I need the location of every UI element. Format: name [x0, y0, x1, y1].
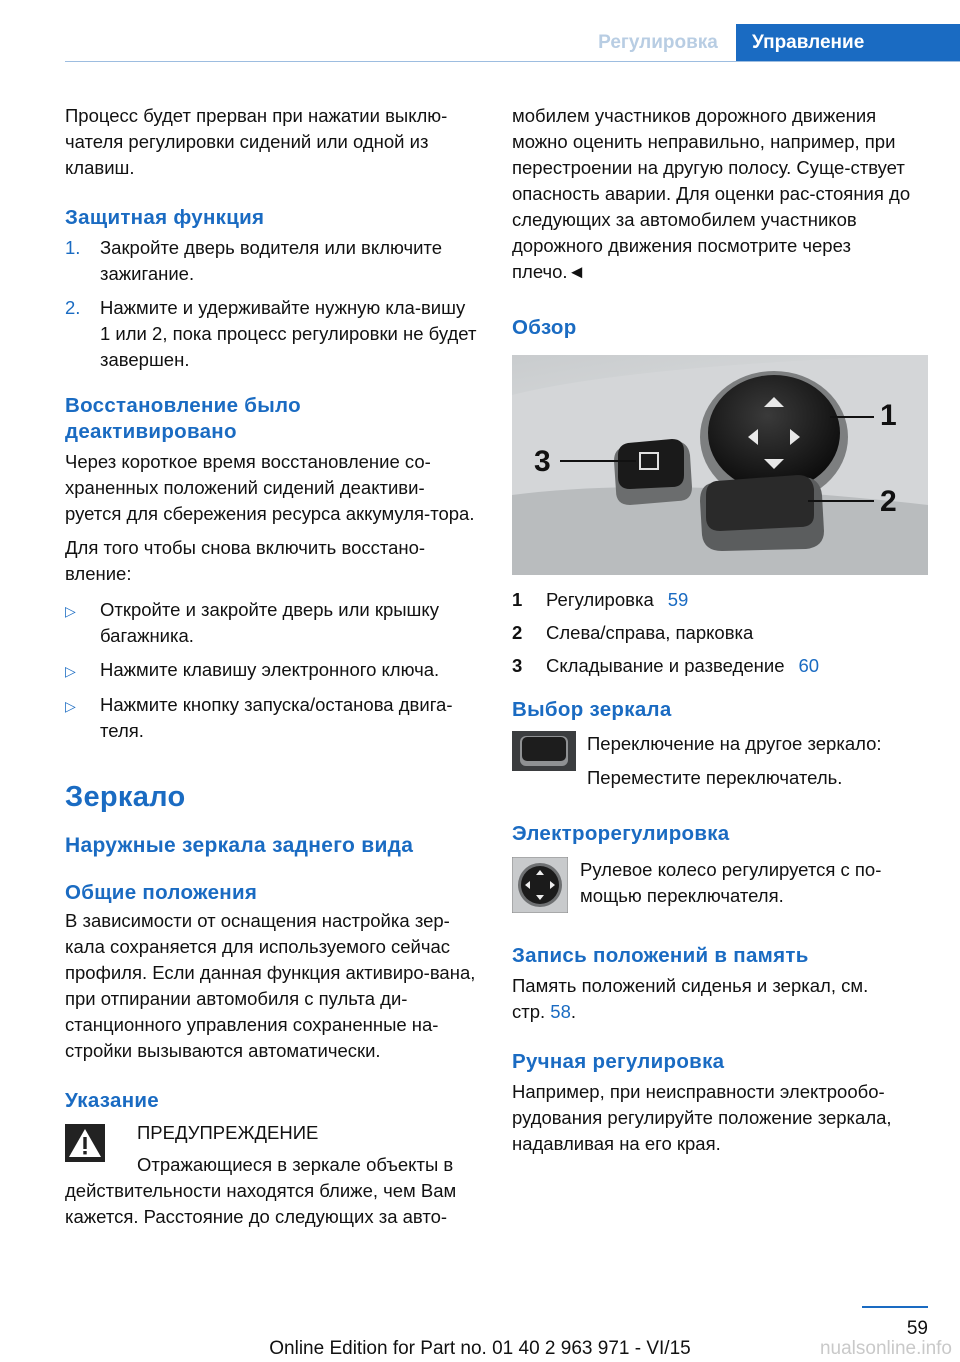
- list-item: [65, 657, 477, 684]
- restore-heading: Восстановление было деактивировано: [65, 394, 301, 443]
- header-tab-controls[interactable]: Управление: [736, 24, 960, 62]
- legend-item: [512, 587, 928, 613]
- intro-paragraph: Процесс будет прерван при нажатии выклю-чателя регулировки сидений или одной из клавиш.: [65, 105, 448, 178]
- select-block: [512, 731, 928, 791]
- adjust-knob-icon: [512, 857, 568, 913]
- right-column: [512, 103, 928, 1157]
- electric-block: [512, 857, 928, 913]
- note-heading: Указание: [65, 1089, 159, 1112]
- rocker-switch-icon: [512, 731, 576, 771]
- memory-heading: Запись положений в память: [512, 944, 809, 967]
- warning-text: действительности находятся ближе, чем Вам кажется. Расстояние до следующих за авто-: [65, 1180, 457, 1227]
- warning-label: ПРЕДУПРЕЖДЕНИЕ: [137, 1122, 319, 1143]
- memory-end: .: [570, 1001, 577, 1022]
- warning-continuation: мобилем участников дорожного движения можно оценить неправильно, например, при перестроении на другую полосу. Суще-ствует опасность аварии. Для оценки рас-стояния до следующих за автомобилем участников дорожного движения посмотрите через плечо.◄: [512, 105, 911, 282]
- footer-rule: [862, 1306, 928, 1308]
- callout-3: 3: [534, 445, 551, 478]
- general-heading: Общие положения: [65, 881, 258, 904]
- warning-triangle-icon: [65, 1124, 105, 1162]
- legend-item: [512, 620, 928, 646]
- edition-line: Online Edition for Part no. 01 40 2 963 971 - VI/15: [269, 1338, 691, 1359]
- memory-text: Память положений сиденья и зеркал, см. стр.: [512, 975, 869, 1022]
- electric-heading: Электрорегулировка: [512, 822, 730, 845]
- photo-legend: [512, 587, 928, 679]
- legend-number: 2: [512, 622, 523, 643]
- protect-heading: Защитная функция: [65, 206, 265, 229]
- manual-heading: Ручная регулировка: [512, 1050, 725, 1073]
- step-text: Закройте дверь водителя или включите зажигание.: [100, 237, 442, 284]
- restore-paragraph-2: Для того чтобы снова включить восстано-вление:: [65, 537, 426, 584]
- list-item: [65, 692, 477, 744]
- legend-number: 1: [512, 589, 523, 610]
- electric-text: Рулевое колесо регулируется с по-мощью переключателя.: [580, 859, 882, 906]
- callout-2: 2: [880, 485, 897, 518]
- bullet-text: Нажмите кнопку запуска/останова двига-теля.: [100, 694, 453, 741]
- list-item: [65, 295, 477, 373]
- manual-paragraph: Например, при неисправности электрообо-рудования регулируйте положение зеркала, надавливая на его края.: [512, 1081, 892, 1154]
- select-text-1: Переключение на другое зеркало:: [587, 733, 882, 754]
- bullet-text: Откройте и закройте дверь или крышку багажника.: [100, 599, 439, 646]
- protect-steps: [65, 235, 477, 373]
- bullet-text: Нажмите клавишу электронного ключа.: [100, 659, 440, 680]
- general-paragraph: В зависимости от оснащения настройка зер-кала сохраняется для используемого сейчас профиля. Если данная функция активиро-вана, при отпирании автомобиля с пульта ди-станционного управления сохраненные на-стройки вызываются автоматически.: [65, 910, 476, 1061]
- triangle-bullet-icon: ▷: [65, 603, 76, 619]
- list-item: [65, 235, 477, 287]
- list-item: [65, 597, 477, 649]
- legend-text: Регулировка: [546, 589, 654, 610]
- callout-1: 1: [880, 399, 897, 432]
- page-link[interactable]: 60: [798, 655, 820, 676]
- select-text-2: Переместите переключатель.: [587, 767, 843, 788]
- memory-paragraph: [512, 973, 928, 1025]
- header-tab-adjustment[interactable]: Регулировка: [598, 32, 718, 53]
- restore-paragraph: Через короткое время восстановление со-храненных положений сидений деактиви-руется для сбережения ресурса аккумуля-тора.: [65, 451, 475, 524]
- warning-block: [65, 1120, 477, 1178]
- select-heading: Выбор зеркала: [512, 698, 672, 721]
- overview-heading: Обзор: [512, 316, 577, 339]
- page-number: 59: [906, 1318, 928, 1339]
- memory-page-link[interactable]: 58: [550, 1001, 571, 1022]
- step-number: 1.: [65, 237, 81, 258]
- triangle-bullet-icon: ▷: [65, 663, 76, 679]
- header-rule: [65, 61, 960, 62]
- legend-text: Складывание и разведение: [546, 655, 785, 676]
- page-link[interactable]: 59: [667, 589, 689, 610]
- mirror-heading: Зеркало: [65, 781, 186, 813]
- step-text: Нажмите и удерживайте нужную кла-вишу 1 или 2, пока процесс регулировки не будет завершен.: [100, 297, 477, 370]
- legend-item: [512, 653, 928, 679]
- mirror-switch-photo: [512, 355, 928, 575]
- outer-mirrors-heading: Наружные зеркала заднего вида: [65, 834, 414, 857]
- legend-text: Слева/справа, парковка: [546, 622, 754, 643]
- mirror-switch-illustration: [512, 355, 928, 575]
- restore-bullets: [65, 597, 477, 744]
- triangle-bullet-icon: ▷: [65, 698, 76, 714]
- step-number: 2.: [65, 297, 81, 318]
- warning-first-line: Отражающиеся в зеркале объекты в: [137, 1154, 454, 1175]
- legend-number: 3: [512, 655, 523, 676]
- left-column: [65, 103, 477, 1230]
- watermark: nualsonline.info: [819, 1338, 952, 1359]
